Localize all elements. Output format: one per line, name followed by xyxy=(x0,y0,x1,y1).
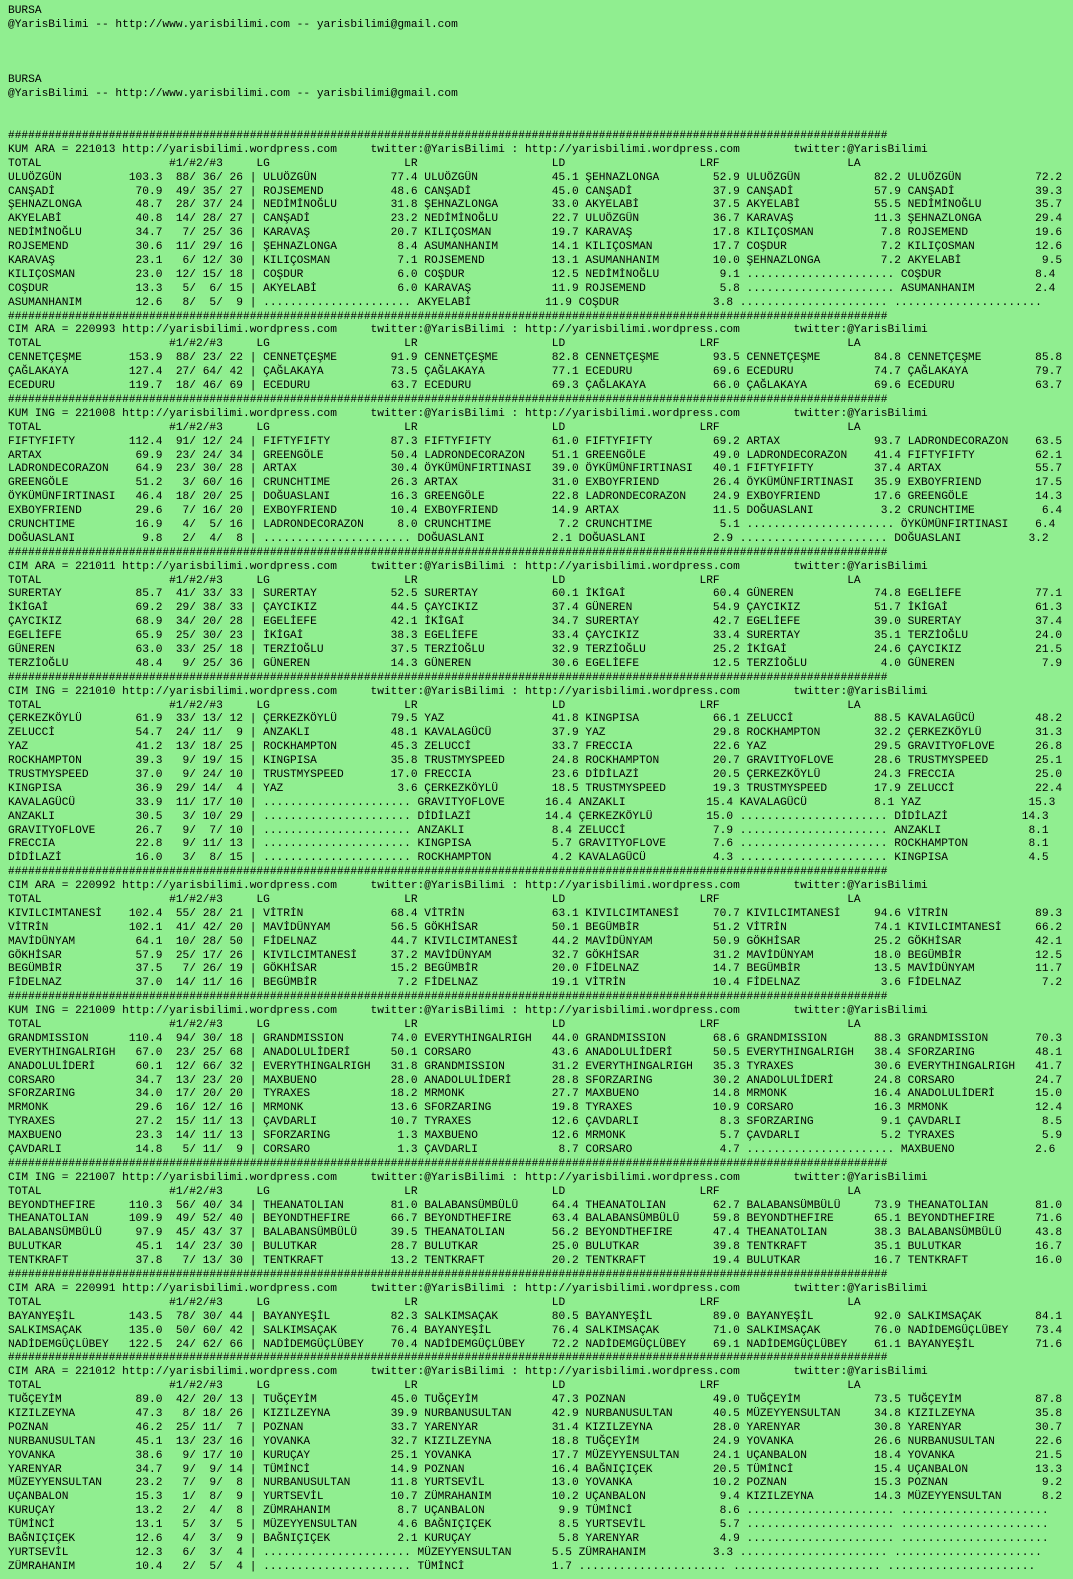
horse-row-line: DOĞUASLANI 9.8 2/ 4/ 8 | ...................... DOĞUASLANI 2.1 DOĞUASLANI 2.9 ...................... DOĞUASLANI 3.2 xyxy=(8,532,1049,545)
separator-line: ################################################################################################################################### xyxy=(8,393,888,406)
horse-row-line: YOVANKA 38.6 9/ 17/ 10 | KURUÇAY 25.1 YOVANKA 17.7 MÜZEYYENSULTAN 24.1 UÇANBALON 18.4 YOVANKA 21.5 xyxy=(8,1449,1063,1462)
horse-row-line: CORSARO 34.7 13/ 23/ 20 | MAXBUENO 28.0 ANADOLULİDERİ 28.8 SFORZARING 30.2 ANADOLULİDERİ 24.8 CORSARO 24.7 xyxy=(8,1074,1063,1087)
horse-row-line: MÜZEYYENSULTAN 23.2 7/ 9/ 8 | NURBANUSULTAN 11.8 YURTSEVİL 13.0 YOVANKA 10.2 POZNAN 15.3 POZNAN 9.2 xyxy=(8,1477,1063,1490)
horse-row-line: KILIÇOSMAN 23.0 12/ 15/ 18 | COŞDUR 6.0 COŞDUR 12.5 NEDİMİNOĞLU 9.1 ...................... COŞDUR 8.4 xyxy=(8,268,1056,281)
horse-row-line: CENNETÇEŞME 153.9 88/ 23/ 22 | CENNETÇEŞME 91.9 CENNETÇEŞME 82.8 CENNETÇEŞME 93.5 CENNETÇEŞME 84.8 CENNETÇEŞME 85.8 xyxy=(8,352,1063,365)
column-header-line: TOTAL #1/#2/#3 LG LR LD LRF LA xyxy=(8,157,861,170)
horse-row-line: COŞDUR 13.3 5/ 6/ 15 | AKYELABİ 6.0 KARAVAŞ 11.9 ROJSEMEND 5.8 ...................... ASUMANHANIM 2.4 xyxy=(8,282,1056,295)
horse-row-line: GÖKHİSAR 57.9 25/ 17/ 26 | KIVILCIMTANESİ 37.2 MAVİDÜNYAM 32.7 GÖKHİSAR 31.2 MAVİDÜNYAM 18.0 BEGÜMBİR 12.5 xyxy=(8,949,1063,962)
horse-row-line: SURERTAY 85.7 41/ 33/ 33 | SURERTAY 52.5 SURERTAY 60.1 İKİGAİ 60.4 GÜNEREN 74.8 EGELİEFE 77.1 xyxy=(8,588,1063,601)
horse-row-line: FIFTYFIFTY 112.4 91/ 12/ 24 | FIFTYFIFTY 87.3 FIFTYFIFTY 61.0 FIFTYFIFTY 69.2 ARTAX 93.7 LADRONDECORAZON 63.5 xyxy=(8,435,1063,448)
horse-row-line: ULUÖZGÜN 103.3 88/ 36/ 26 | ULUÖZGÜN 77.4 ULUÖZGÜN 45.1 ŞEHNAZLONGA 52.9 ULUÖZGÜN 82.2 ULUÖZGÜN 72.2 xyxy=(8,171,1063,184)
page-header-line: BURSA xyxy=(8,5,42,17)
horse-row-line: ÖYKÜMÜNFIRTINASI 46.4 18/ 20/ 25 | DOĞUASLANI 16.3 GREENGÖLE 22.8 LADRONDECORAZON 24.9 EXBOYFRIEND 17.6 GREENGÖLE 14.3 xyxy=(8,491,1063,504)
horse-row-line: ÇAĞLAKAYA 127.4 27/ 64/ 42 | ÇAĞLAKAYA 73.5 ÇAĞLAKAYA 77.1 ECEDURU 69.6 ECEDURU 74.7 ÇAĞLAKAYA 79.7 xyxy=(8,366,1063,379)
race-header-line: CIM ARA = 220993 http://yarisbilimi.wordpress.com twitter:@YarisBilimi : http://yarisbilimi.wordpress.com twitter:@YarisBilimi xyxy=(8,324,928,337)
horse-row-line: NURBANUSULTAN 45.1 13/ 23/ 16 | YOVANKA 32.7 KIZILZEYNA 18.8 TUĞÇEYİM 24.9 YOVANKA 26.6 NURBANUSULTAN 22.6 xyxy=(8,1435,1063,1448)
horse-row-line: ÇAVDARLI 14.8 5/ 11/ 9 | CORSARO 1.3 ÇAVDARLI 8.7 CORSARO 4.7 ...................... MAXBUENO 2.6 xyxy=(8,1144,1056,1157)
horse-row-line: CANŞADİ 70.9 49/ 35/ 27 | ROJSEMEND 48.6 CANŞADİ 45.0 CANŞADİ 37.9 CANŞADİ 57.9 CANŞADİ 39.3 xyxy=(8,185,1063,198)
horse-row-line: ÇERKEZKÖYLÜ 61.9 33/ 13/ 12 | ÇERKEZKÖYLÜ 79.5 YAZ 41.8 KINGPISA 66.1 ZELUCCİ 88.5 KAVALAGÜCÜ 48.2 xyxy=(8,713,1063,726)
horse-row-line: THEANATOLIAN 109.9 49/ 52/ 40 | BEYONDTHEFIRE 66.7 BEYONDTHEFIRE 63.4 BALABANSÜMBÜLÜ 59.8 BEYONDTHEFIRE 65.1 BEYONDTHEFIRE 71.6 xyxy=(8,1213,1063,1226)
horse-row-line: TÜMİNCİ 13.1 5/ 3/ 5 | MÜZEYYENSULTAN 4.6 BAĞNIÇIÇEK 8.5 YURTSEVİL 5.7 ...................... ...................... xyxy=(8,1519,1049,1532)
page-header-line: @YarisBilimi -- http://www.yarisbilimi.com -- yarisbilimi@gmail.com xyxy=(8,88,458,101)
separator-line: ################################################################################################################################### xyxy=(8,991,888,1004)
separator-line: ################################################################################################################################### xyxy=(8,1269,888,1282)
blank-line xyxy=(8,47,1073,61)
horse-row-line: YARENYAR 34.7 9/ 9/ 14 | TÜMİNCİ 14.9 POZNAN 16.4 BAĞNIÇIÇEK 20.5 TÜMİNCİ 15.4 UÇANBALON 13.3 xyxy=(8,1463,1063,1476)
horse-row-line: YAZ 41.2 13/ 18/ 25 | ROCKHAMPTON 45.3 ZELUCCİ 33.7 FRECCIA 22.6 YAZ 29.5 GRAVITYOFLOVE 26.8 xyxy=(8,741,1063,754)
blank-line xyxy=(8,102,1073,116)
horse-row-line: SFORZARING 34.0 17/ 20/ 20 | TYRAXES 18.2 MRMONK 27.7 MAXBUENO 14.8 MRMONK 16.4 ANADOLULİDERİ 15.0 xyxy=(8,1088,1063,1101)
horse-row-line: KAVALAGÜCÜ 33.9 11/ 17/ 10 | ...................... GRAVITYOFLOVE 16.4 ANZAKLI 15.4 KAVALAGÜCÜ 8.1 YAZ 15.3 xyxy=(8,796,1056,809)
race-header-line: CIM ING = 221010 http://yarisbilimi.wordpress.com twitter:@YarisBilimi : http://yarisbilimi.wordpress.com twitter:@YarisBilimi xyxy=(8,685,928,698)
column-header-line: TOTAL #1/#2/#3 LG LR LD LRF LA xyxy=(8,338,861,351)
column-header-line: TOTAL #1/#2/#3 LG LR LD LRF LA xyxy=(8,699,861,712)
column-header-line: TOTAL #1/#2/#3 LG LR LD LRF LA xyxy=(8,1019,861,1032)
horse-row-line: ZELUCCİ 54.7 24/ 11/ 9 | ANZAKLI 48.1 KAVALAGÜCÜ 37.9 YAZ 29.8 ROCKHAMPTON 32.2 ÇERKEZKÖYLÜ 31.3 xyxy=(8,727,1063,740)
race-header-line: CIM ING = 221007 http://yarisbilimi.wordpress.com twitter:@YarisBilimi : http://yarisbilimi.wordpress.com twitter:@YarisBilimi xyxy=(8,1171,928,1184)
horse-row-line: ŞEHNAZLONGA 48.7 28/ 37/ 24 | NEDİMİNOĞLU 31.8 ŞEHNAZLONGA 33.0 AKYELABİ 37.5 AKYELABİ 55.5 NEDİMİNOĞLU 35.7 xyxy=(8,199,1063,212)
horse-row-line: DİDİLAZİ 16.0 3/ 8/ 15 | ...................... ROCKHAMPTON 4.2 KAVALAGÜCÜ 4.3 ...................... KINGPISA 4.5 xyxy=(8,852,1049,865)
race-header-line: KUM ARA = 221013 http://yarisbilimi.wordpress.com twitter:@YarisBilimi : http://yarisbilimi.wordpress.com twitter:@YarisBilimi xyxy=(8,143,928,156)
blank-line xyxy=(8,61,1073,75)
horse-row-line: ANADOLULİDERİ 60.1 12/ 66/ 32 | EVERYTHINGALRIGH 31.8 GRANDMISSION 31.2 EVERYTHINGALRIGH 35.3 TYRAXES 30.6 EVERYTHINGALRIGH 41.7 xyxy=(8,1060,1063,1073)
horse-row-line: VİTRİN 102.1 41/ 42/ 20 | MAVİDÜNYAM 56.5 GÖKHİSAR 50.1 BEGÜMBİR 51.2 VİTRİN 74.1 KIVILCIMTANESİ 66.2 xyxy=(8,921,1063,934)
horse-row-line: BAYANYEŞİL 143.5 78/ 30/ 44 | BAYANYEŞİL 82.3 SALKIMSAÇAK 80.5 BAYANYEŞİL 89.0 BAYANYEŞİL 92.0 SALKIMSAÇAK 84.1 xyxy=(8,1310,1063,1323)
horse-row-line: MRMONK 29.6 16/ 12/ 16 | MRMONK 13.6 SFORZARING 19.8 TYRAXES 10.9 CORSARO 16.3 MRMONK 12.4 xyxy=(8,1102,1063,1115)
horse-row-line: ASUMANHANIM 12.6 8/ 5/ 9 | ...................... AKYELABİ 11.9 COŞDUR 3.8 ...................... ...................... xyxy=(8,296,1042,309)
page-header-line: @YarisBilimi -- http://www.yarisbilimi.com -- yarisbilimi@gmail.com xyxy=(8,18,458,31)
horse-row-line: BAĞNIÇIÇEK 12.6 4/ 3/ 9 | BAĞNIÇIÇEK 2.1 KURUÇAY 5.8 YARENYAR 4.9 ...................... ...................... xyxy=(8,1532,1049,1545)
horse-row-line: EXBOYFRIEND 29.6 7/ 16/ 20 | EXBOYFRIEND 10.4 EXBOYFRIEND 14.9 ARTAX 11.5 DOĞUASLANI 3.2 CRUNCHTIME 6.4 xyxy=(8,505,1063,518)
horse-row-line: TRUSTMYSPEED 37.0 9/ 24/ 10 | TRUSTMYSPEED 17.0 FRECCIA 23.6 DİDİLAZİ 20.5 ÇERKEZKÖYLÜ 24.3 FRECCIA 25.0 xyxy=(8,768,1063,781)
horse-row-line: KIVILCIMTANESİ 102.4 55/ 28/ 21 | VİTRİN 68.4 VİTRİN 63.1 KIVILCIMTANESİ 70.7 KIVILCIMTANESİ 94.6 VİTRİN 89.3 xyxy=(8,907,1063,920)
separator-line: ################################################################################################################################### xyxy=(8,1157,888,1170)
horse-row-line: ROCKHAMPTON 39.3 9/ 19/ 15 | KINGPISA 35.8 TRUSTMYSPEED 24.8 ROCKHAMPTON 20.7 GRAVITYOFLOVE 28.6 TRUSTMYSPEED 25.1 xyxy=(8,755,1063,768)
separator-line: ################################################################################################################################### xyxy=(8,130,888,143)
horse-row-line: TERZİOĞLU 48.4 9/ 25/ 36 | GÜNEREN 14.3 GÜNEREN 30.6 EGELİEFE 12.5 TERZİOĞLU 4.0 GÜNEREN 7.9 xyxy=(8,657,1063,670)
horse-row-line: ANZAKLI 30.5 3/ 10/ 29 | ...................... DİDİLAZİ 14.4 ÇERKEZKÖYLÜ 15.0 ...................... DİDİLAZİ 14.3 xyxy=(8,810,1049,823)
horse-row-line: YURTSEVİL 12.3 6/ 3/ 4 | ...................... MÜZEYYENSULTAN 5.5 ZÜMRAHANIM 3.3 ...................... ...................... xyxy=(8,1546,1042,1559)
column-header-line: TOTAL #1/#2/#3 LG LR LD LRF LA xyxy=(8,1380,861,1393)
horse-row-line: BEYONDTHEFIRE 110.3 56/ 40/ 34 | THEANATOLIAN 81.0 BALABANSÜMBÜLÜ 64.4 THEANATOLIAN 62.7 BALABANSÜMBÜLÜ 73.9 THEANATOLIAN 81.0 xyxy=(8,1199,1063,1212)
horse-row-line: KURUÇAY 13.2 2/ 4/ 8 | ZÜMRAHANIM 8.7 UÇANBALON 9.9 TÜMİNCİ 8.6 ...................... ...................... xyxy=(8,1505,1049,1518)
race-header-line: CIM ARA = 221012 http://yarisbilimi.wordpress.com twitter:@YarisBilimi : http://yarisbilimi.wordpress.com twitter:@YarisBilimi xyxy=(8,1366,928,1379)
horse-row-line: NEDİMİNOĞLU 34.7 7/ 25/ 36 | KARAVAŞ 20.7 KILIÇOSMAN 19.7 KARAVAŞ 17.8 KILIÇOSMAN 7.8 ROJSEMEND 19.6 xyxy=(8,227,1063,240)
race-header-line: KUM ING = 221008 http://yarisbilimi.wordpress.com twitter:@YarisBilimi : http://yarisbilimi.wordpress.com twitter:@YarisBilimi xyxy=(8,407,928,420)
horse-row-line: NADİDEMGÜÇLÜBEY 122.5 24/ 62/ 66 | NADİDEMGÜÇLÜBEY 70.4 NADİDEMGÜÇLÜBEY 72.2 NADİDEMGÜÇLÜBEY 69.1 NADİDEMGÜÇLÜBEY 61.1 BAYANYEŞİL 71.6 xyxy=(8,1338,1063,1351)
horse-row-line: ECEDURU 119.7 18/ 46/ 69 | ECEDURU 63.7 ECEDURU 69.3 ÇAĞLAKAYA 66.0 ÇAĞLAKAYA 69.6 ECEDURU 63.7 xyxy=(8,380,1063,393)
race-header-line: KUM ING = 221009 http://yarisbilimi.wordpress.com twitter:@YarisBilimi : http://yarisbilimi.wordpress.com twitter:@YarisBilimi xyxy=(8,1005,928,1018)
column-header-line: TOTAL #1/#2/#3 LG LR LD LRF LA xyxy=(8,574,861,587)
separator-line: ################################################################################################################################### xyxy=(8,310,888,323)
horse-row-line: ZÜMRAHANIM 10.4 2/ 5/ 4 | ...................... TÜMİNCİ 1.7 ...................... ...................... ...................... xyxy=(8,1560,1036,1573)
horse-row-line: GREENGÖLE 51.2 3/ 60/ 16 | CRUNCHTIME 26.3 ARTAX 31.0 EXBOYFRIEND 26.4 ÖYKÜMÜNFIRTINASI 35.9 EXBOYFRIEND 17.5 xyxy=(8,477,1063,490)
horse-row-line: POZNAN 46.2 25/ 11/ 7 | POZNAN 33.7 YARENYAR 31.4 KIZILZEYNA 28.0 YARENYAR 30.8 YARENYAR 30.7 xyxy=(8,1421,1063,1434)
horse-row-line: ROJSEMEND 30.6 11/ 29/ 16 | ŞEHNAZLONGA 8.4 ASUMANHANIM 14.1 KILIÇOSMAN 17.7 COŞDUR 7.2 KILIÇOSMAN 12.6 xyxy=(8,241,1063,254)
horse-row-line: GRAVITYOFLOVE 26.7 9/ 7/ 10 | ...................... ANZAKLI 8.4 ZELUCCİ 7.9 ...................... ANZAKLI 8.1 xyxy=(8,824,1049,837)
blank-line xyxy=(8,116,1073,130)
horse-row-line: KINGPISA 36.9 29/ 14/ 4 | YAZ 3.6 ÇERKEZKÖYLÜ 18.5 TRUSTMYSPEED 19.3 TRUSTMYSPEED 17.9 ZELUCCİ 22.4 xyxy=(8,782,1063,795)
horse-row-line: BULUTKAR 45.1 14/ 23/ 30 | BULUTKAR 28.7 BULUTKAR 25.0 BULUTKAR 39.8 TENTKRAFT 35.1 BULUTKAR 16.7 xyxy=(8,1241,1063,1254)
horse-row-line: MAXBUENO 23.3 14/ 11/ 13 | SFORZARING 1.3 MAXBUENO 12.6 MRMONK 5.7 ÇAVDARLI 5.2 TYRAXES 5.9 xyxy=(8,1130,1063,1143)
race-header-line: CIM ARA = 221011 http://yarisbilimi.wordpress.com twitter:@YarisBilimi : http://yarisbilimi.wordpress.com twitter:@YarisBilimi xyxy=(8,560,928,573)
column-header-line: TOTAL #1/#2/#3 LG LR LD LRF LA xyxy=(8,1185,861,1198)
horse-row-line: TYRAXES 27.2 15/ 11/ 13 | ÇAVDARLI 10.7 TYRAXES 12.6 ÇAVDARLI 8.3 SFORZARING 9.1 ÇAVDARLI 8.5 xyxy=(8,1116,1063,1129)
horse-row-line: UÇANBALON 15.3 1/ 8/ 9 | YURTSEVİL 10.7 ZÜMRAHANIM 10.2 UÇANBALON 9.4 KIZILZEYNA 14.3 MÜZEYYENSULTAN 8.2 xyxy=(8,1491,1063,1504)
horse-row-line: ARTAX 69.9 23/ 24/ 34 | GREENGÖLE 50.4 LADRONDECORAZON 51.1 GREENGÖLE 49.0 LADRONDECORAZON 41.4 FIFTYFIFTY 62.1 xyxy=(8,449,1063,462)
horse-row-line: TUĞÇEYİM 89.0 42/ 20/ 13 | TUĞÇEYİM 45.0 TUĞÇEYİM 47.3 POZNAN 49.0 TUĞÇEYİM 73.5 TUĞÇEYİM 87.8 xyxy=(8,1394,1063,1407)
horse-row-line: İKİGAİ 69.2 29/ 38/ 33 | ÇAYCIKIZ 44.5 ÇAYCIKIZ 37.4 GÜNEREN 54.9 ÇAYCIKIZ 51.7 İKİGAİ 61.3 xyxy=(8,602,1063,615)
column-header-line: TOTAL #1/#2/#3 LG LR LD LRF LA xyxy=(8,421,861,434)
horse-row-line: GÜNEREN 63.0 33/ 25/ 18 | TERZİOĞLU 37.5 TERZİOĞLU 32.9 TERZİOĞLU 25.2 İKİGAİ 24.6 ÇAYCIKIZ 21.5 xyxy=(8,643,1063,656)
horse-row-line: AKYELABİ 40.8 14/ 28/ 27 | CANŞADİ 23.2 NEDİMİNOĞLU 22.7 ULUÖZGÜN 36.7 KARAVAŞ 11.3 ŞEHNAZLONGA 29.4 xyxy=(8,213,1063,226)
horse-row-line: TENTKRAFT 37.8 7/ 13/ 30 | TENTKRAFT 13.2 TENTKRAFT 20.2 TENTKRAFT 19.4 BULUTKAR 16.7 TENTKRAFT 16.0 xyxy=(8,1255,1063,1268)
horse-row-line: FİDELNAZ 37.0 14/ 11/ 16 | BEGÜMBİR 7.2 FİDELNAZ 19.1 VİTRİN 10.4 FİDELNAZ 3.6 FİDELNAZ 7.2 xyxy=(8,977,1063,990)
horse-row-line: EGELİEFE 65.9 25/ 30/ 23 | İKİGAİ 38.3 EGELİEFE 33.4 ÇAYCIKIZ 33.4 SURERTAY 35.1 TERZİOĞLU 24.0 xyxy=(8,630,1063,643)
separator-line: ################################################################################################################################### xyxy=(8,1352,888,1365)
column-header-line: TOTAL #1/#2/#3 LG LR LD LRF LA xyxy=(8,1296,861,1309)
horse-row-line: FRECCIA 22.8 9/ 11/ 13 | ...................... KINGPISA 5.7 GRAVITYOFLOVE 7.6 ...................... ROCKHAMPTON 8.1 xyxy=(8,838,1049,851)
separator-line: ################################################################################################################################### xyxy=(8,866,888,879)
race-header-line: CIM ARA = 220991 http://yarisbilimi.wordpress.com twitter:@YarisBilimi : http://yarisbilimi.wordpress.com twitter:@YarisBilimi xyxy=(8,1282,928,1295)
horse-row-line: BEGÜMBİR 37.5 7/ 26/ 19 | GÖKHİSAR 15.2 BEGÜMBİR 20.0 FİDELNAZ 14.7 BEGÜMBİR 13.5 MAVİDÜNYAM 11.7 xyxy=(8,963,1063,976)
horse-row-line: LADRONDECORAZON 64.9 23/ 30/ 28 | ARTAX 30.4 ÖYKÜMÜNFIRTINASI 39.0 ÖYKÜMÜNFIRTINASI 40.1 FIFTYFIFTY 37.4 ARTAX 55.7 xyxy=(8,463,1063,476)
horse-row-line: KARAVAŞ 23.1 6/ 12/ 30 | KILIÇOSMAN 7.1 ROJSEMEND 13.1 ASUMANHANIM 10.0 ŞEHNAZLONGA 7.2 AKYELABİ 9.5 xyxy=(8,255,1063,268)
separator-line: ################################################################################################################################### xyxy=(8,671,888,684)
horse-row-line: SALKIMSAÇAK 135.0 50/ 60/ 42 | SALKIMSAÇAK 76.4 BAYANYEŞİL 76.4 SALKIMSAÇAK 71.0 SALKIMSAÇAK 76.0 NADİDEMGÜÇLÜBEY 73.4 xyxy=(8,1324,1063,1337)
separator-line: ################################################################################################################################### xyxy=(8,546,888,559)
horse-row-line: CRUNCHTIME 16.9 4/ 5/ 16 | LADRONDECORAZON 8.0 CRUNCHTIME 7.2 CRUNCHTIME 5.1 ...................... ÖYKÜMÜNFIRTINASI 6.4 xyxy=(8,518,1056,531)
horse-row-line: MAVİDÜNYAM 64.1 10/ 28/ 50 | FİDELNAZ 44.7 KIVILCIMTANESİ 44.2 MAVİDÜNYAM 50.9 GÖKHİSAR 25.2 GÖKHİSAR 42.1 xyxy=(8,935,1063,948)
horse-row-line: GRANDMISSION 110.4 94/ 30/ 18 | GRANDMISSION 74.0 EVERYTHINGALRIGH 44.0 GRANDMISSION 68.6 GRANDMISSION 88.3 GRANDMISSION 70.3 xyxy=(8,1032,1063,1045)
horse-row-line: BALABANSÜMBÜLÜ 97.9 45/ 43/ 37 | BALABANSÜMBÜLÜ 39.5 THEANATOLIAN 56.2 BEYONDTHEFIRE 47.4 THEANATOLIAN 38.3 BALABANSÜMBÜLÜ 43.8 xyxy=(8,1227,1063,1240)
horse-row-line: EVERYTHINGALRIGH 67.0 23/ 25/ 68 | ANADOLULİDERİ 50.1 CORSARO 43.6 ANADOLULİDERİ 50.5 EVERYTHINGALRIGH 38.4 SFORZARING 48.1 xyxy=(8,1046,1063,1059)
blank-line xyxy=(8,33,1073,47)
horse-row-line: ÇAYCIKIZ 68.9 34/ 20/ 28 | EGELİEFE 42.1 İKİGAİ 34.7 SURERTAY 42.7 EGELİEFE 39.0 SURERTAY 37.4 xyxy=(8,616,1063,629)
race-header-line: CIM ARA = 220992 http://yarisbilimi.wordpress.com twitter:@YarisBilimi : http://yarisbilimi.wordpress.com twitter:@YarisBilimi xyxy=(8,880,928,893)
column-header-line: TOTAL #1/#2/#3 LG LR LD LRF LA xyxy=(8,894,861,906)
page-header-line: BURSA xyxy=(8,74,42,87)
horse-row-line: KIZILZEYNA 47.3 8/ 18/ 26 | KIZILZEYNA 39.9 NURBANUSULTAN 42.9 NURBANUSULTAN 40.5 MÜZEYYENSULTAN 34.8 KIZILZEYNA 35.8 xyxy=(8,1407,1063,1420)
